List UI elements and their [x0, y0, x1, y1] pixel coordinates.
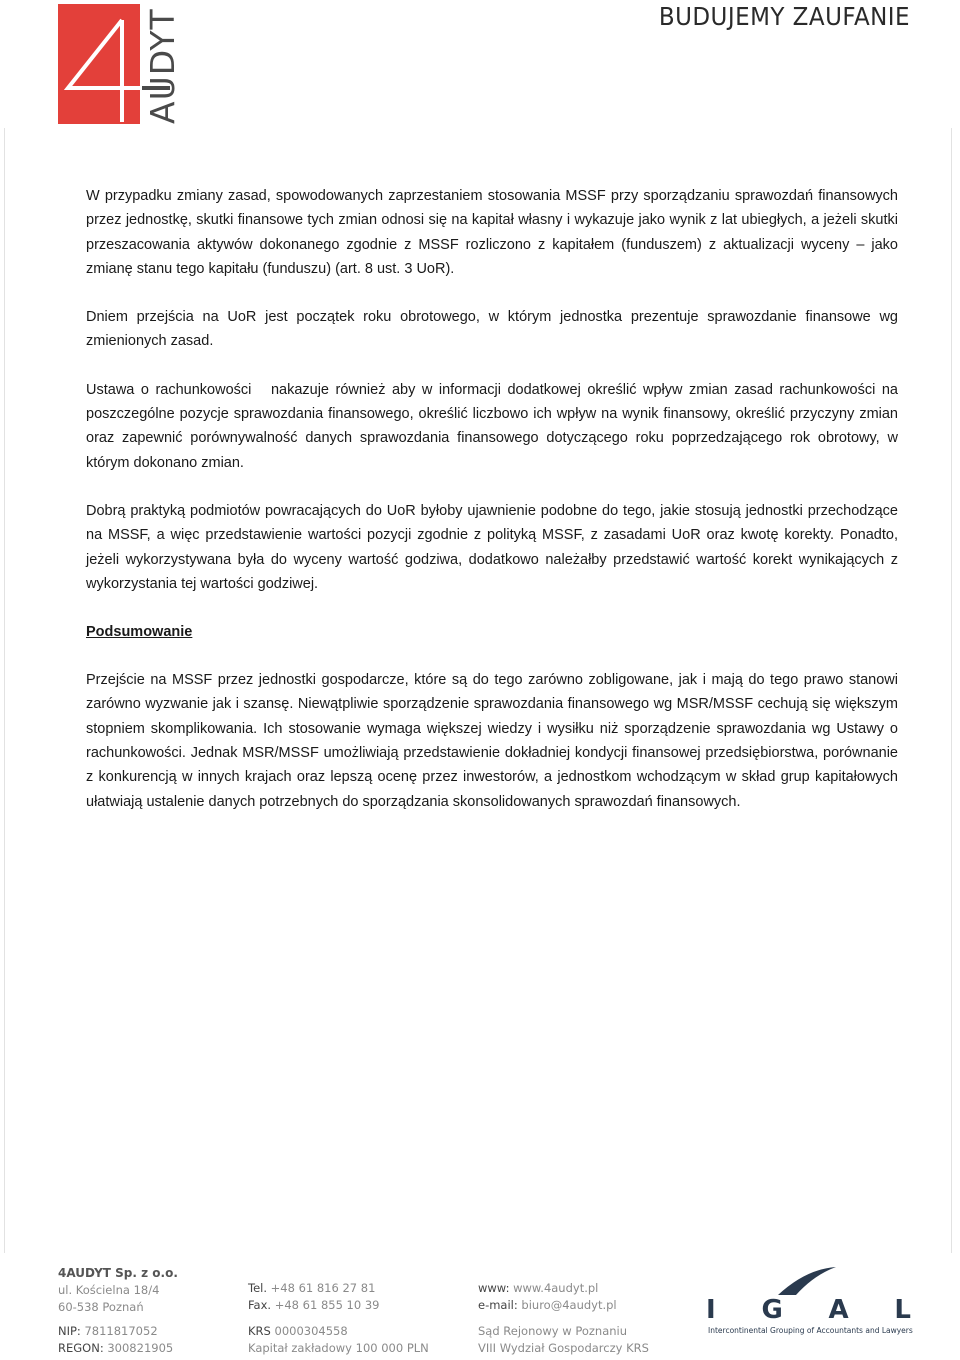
email-label: e-mail: — [478, 1298, 518, 1312]
court: Sąd Rejonowy w Poznaniu — [478, 1324, 628, 1338]
igal-tagline: Intercontinental Grouping of Accountants and Lawyers — [708, 1326, 913, 1335]
footer-company: 4AUDYT Sp. z o.o. — [58, 1266, 178, 1280]
footer-contact — [478, 1280, 617, 1314]
summary-paragraph: Przejście na MSSF przez jednostki gospodarcze, które są do tego zarówno zobligowane, jak i mają do tego prawo stanowi zarówno wyzwanie jak i szansę. Niewątpliwie sporządzenie sprawozdania finansowego wg MSR/MSSF cechują się większym stopniem skomplikowania. Ich stosowanie wymaga większej wiedzy i wysiłku niż sporządzenie sprawozdania wg Ustawy o rachunkowości. Jednak MSR/MSSF umożliwiają przedstawienie dokładniej kondycji finansowej przedsiębiorstwa, porównanie z konkurencją w innych krajach oraz lepszą ocenę przez inwestorów, a jednostkom wchodzącym w skład grup kapitałowych ułatwiają ustalenie danych potrzebnych do sporządzania skonsolidowanych sprawozdań finansowych. — [86, 672, 898, 810]
tel-label: Tel. — [248, 1281, 267, 1295]
igal-swoosh-icon — [706, 1265, 911, 1299]
regon-value: 300821905 — [107, 1341, 174, 1355]
nip-label: NIP: — [58, 1324, 81, 1338]
igal-letter: G — [761, 1295, 783, 1325]
igal-letter: A — [828, 1295, 849, 1325]
email-link[interactable]: biuro@4audyt.pl — [521, 1298, 617, 1312]
regon-label: REGON: — [58, 1341, 104, 1355]
paragraph: Ustawa o rachunkowości nakazuje również aby w informacji dodatkowej określić wpływ zmian zasad rachunkowości na poszczególne pozycje sprawozdania finansowego, określić liczbowo ich wpływ na wynik finansowy, określić przyczyny zmian oraz zapewnić porównywalność danych sprawozdania finansowego dotyczącego roku poprzedzającego rok obrotowy, w którym dokonano zmian. — [86, 381, 903, 471]
footer-phones — [248, 1280, 379, 1314]
slogan: BUDUJEMY ZAUFANIE — [658, 2, 910, 31]
capital: Kapitał zakładowy 100 000 PLN — [248, 1341, 429, 1355]
krs-label: KRS — [248, 1324, 271, 1338]
section-heading: Podsumowanie — [86, 624, 193, 641]
fax-value: +48 61 855 10 39 — [274, 1298, 380, 1312]
nip-value: 7811817052 — [84, 1324, 158, 1338]
paragraph: Dobrą praktyką podmiotów powracających do UoR byłoby ujawnienie podobne do tego, jakie stosują jednostki przechodzące na MSSF, a więc przedstawienie wartości pozycji zgodnie z polityką MSSF, z zasadami UoR oraz kwotę korekty. Ponadto, jeżeli wykorzystywana była do wyceny wartość godziwa, dodatkowo należałby przedstawić wartość korekt wynikających z wykorzystania tej wartości godziwej. — [86, 502, 898, 592]
igal-letters — [706, 1295, 911, 1325]
footer-court — [478, 1323, 649, 1357]
right-border-line — [951, 128, 952, 1253]
igal-logo — [706, 1265, 911, 1350]
document-body — [86, 184, 903, 838]
footer-street: ul. Kościelna 18/4 — [58, 1283, 160, 1297]
footer-registry — [248, 1323, 429, 1357]
company-logo — [58, 4, 182, 124]
igal-letter: L — [894, 1295, 911, 1325]
footer-city: 60-538 Poznań — [58, 1300, 144, 1314]
krs-value: 0000304558 — [274, 1324, 348, 1338]
court-department: VIII Wydział Gospodarczy KRS — [478, 1341, 649, 1355]
tel-value: +48 61 816 27 81 — [270, 1281, 376, 1295]
footer-ids — [58, 1323, 173, 1357]
www-link[interactable]: www.4audyt.pl — [513, 1281, 599, 1295]
left-border-line — [4, 128, 5, 1253]
igal-letter: I — [706, 1295, 716, 1325]
paragraph: Dniem przejścia na UoR jest początek roku obrotowego, w którym jednostka prezentuje sprawozdanie finansowe wg zmienionych zasad. — [86, 309, 898, 350]
logo-wordmark: AUDYT — [143, 8, 182, 124]
fax-label: Fax. — [248, 1298, 272, 1312]
footer — [0, 1255, 960, 1360]
footer-address — [58, 1265, 178, 1316]
www-label: www: — [478, 1281, 510, 1295]
paragraph: W przypadku zmiany zasad, spowodowanych zaprzestaniem stosowania MSSF przy sporządzaniu sprawozdań finansowych przez jednostkę, skutki finansowe tych zmian odnosi się na kapitał własny i wykazuje jako wynik z lat ubiegłych, a jeżeli skutki przeszacowania aktywów dokonanego zgodnie z MSSF rozliczono z kapitałem (funduszem) z aktualizacji wyceny – jako zmianę stanu tego kapitału (funduszu) (art. 8 ust. 3 UoR). — [86, 188, 898, 277]
